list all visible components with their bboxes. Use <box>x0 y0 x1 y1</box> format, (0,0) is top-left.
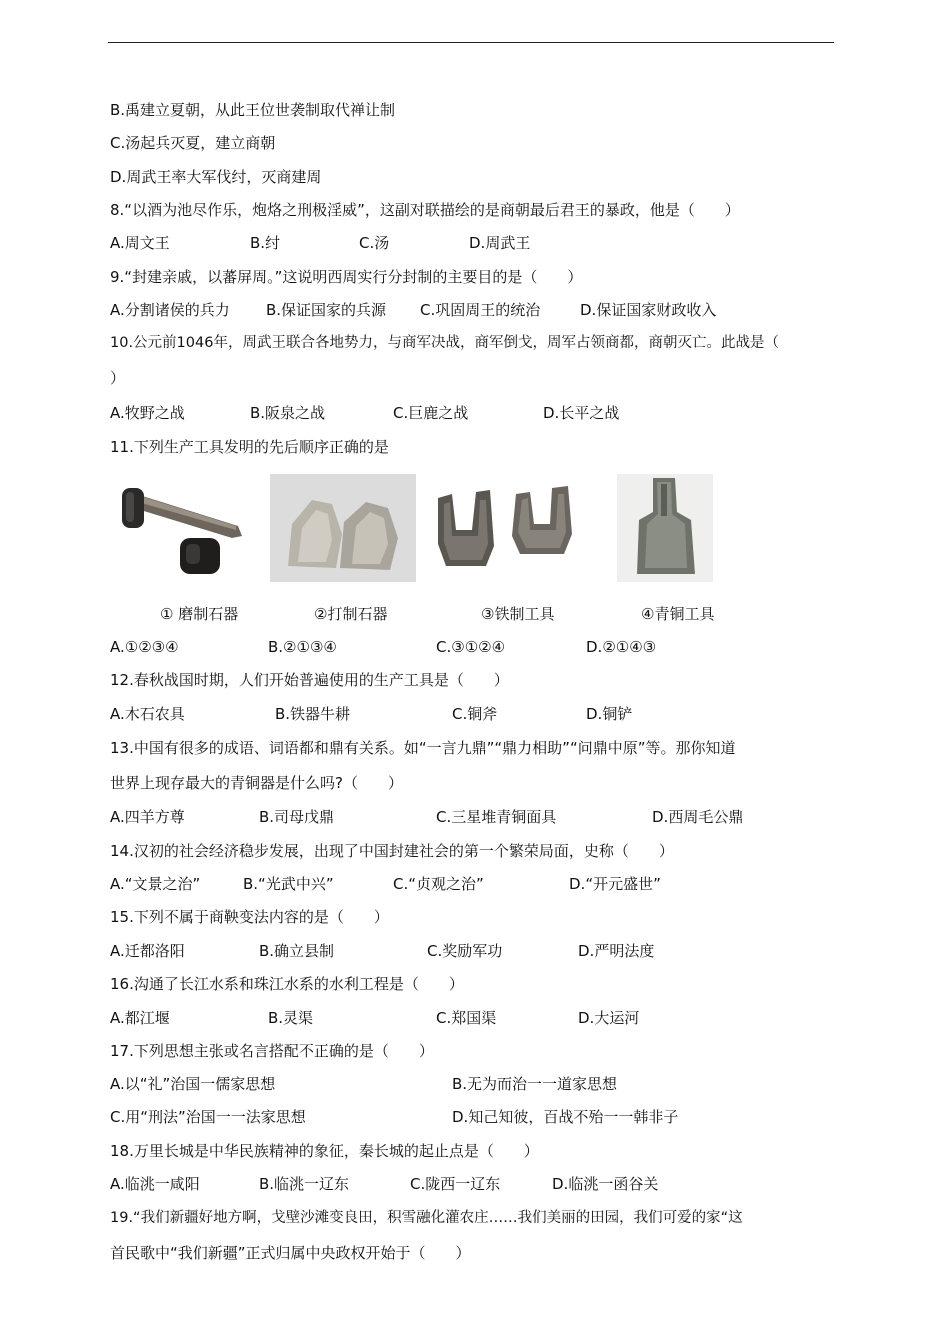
question-10-cont: ） <box>110 369 126 387</box>
q17-option-d: D.知己知彼，百战不殆一一韩非子 <box>452 1108 679 1126</box>
header-rule <box>108 42 834 43</box>
q11-option-c: C.③①②④ <box>436 638 506 656</box>
q10-option-c: C.巨鹿之战 <box>393 404 469 422</box>
question-19: 19.“我们新疆好地方啊，戈壁沙滩变良田，积雪融化灌农庄……我们美丽的田园，我们可爱的家“这 <box>110 1210 743 1226</box>
q13-option-c: C.三星堆青铜面具 <box>436 808 557 826</box>
polished-stone-tool-image <box>112 474 252 582</box>
iron-tool-image <box>432 474 594 582</box>
q18-option-a: A.临洮一咸阳 <box>110 1175 200 1193</box>
q14-option-b: B.“光武中兴” <box>243 875 334 893</box>
q16-option-c: C.郑国渠 <box>436 1009 497 1027</box>
q13-option-d: D.西周毛公鼎 <box>652 808 744 826</box>
q15-option-a: A.迁都洛阳 <box>110 942 185 960</box>
q16-option-d: D.大运河 <box>578 1009 640 1027</box>
q15-option-d: D.严明法度 <box>578 942 655 960</box>
q14-option-d: D.“开元盛世” <box>569 875 661 893</box>
question-9: 9.“封建亲戚，以蕃屏周。”这说明西周实行分封制的主要目的是（ ） <box>110 268 583 286</box>
question-15: 15.下列不属于商鞅变法内容的是（ ） <box>110 908 389 926</box>
option-7b: B.禹建立夏朝，从此王位世袭制取代禅让制 <box>110 101 396 119</box>
q15-option-b: B.确立县制 <box>259 942 335 960</box>
question-10: 10.公元前1046年，周武王联合各地势力，与商军决战，商军倒戈，周军占领商都，商朝灭亡。此战是（ <box>110 335 779 351</box>
q12-option-c: C.铜斧 <box>452 705 498 723</box>
caption-chipped-stone: ②打制石器 <box>314 605 388 623</box>
q10-option-a: A.牧野之战 <box>110 404 185 422</box>
q9-option-b: B.保证国家的兵源 <box>266 301 387 319</box>
q18-option-d: D.临洮一函谷关 <box>552 1175 659 1193</box>
q14-option-c: C.“贞观之治” <box>393 875 484 893</box>
question-8: 8.“以酒为池尽作乐，炮烙之刑极淫威”，这副对联描绘的是商朝最后君王的暴政，他是（ ） <box>110 201 740 219</box>
q18-option-b: B.临洮一辽东 <box>259 1175 350 1193</box>
q17-option-c: C.用“刑法”治国一一法家思想 <box>110 1108 306 1126</box>
q17-option-a: A.以“礼”治国一儒家思想 <box>110 1075 276 1093</box>
question-18: 18.万里长城是中华民族精神的象征，秦长城的起止点是（ ） <box>110 1142 539 1160</box>
q8-option-a: A.周文王 <box>110 234 170 252</box>
caption-polished-stone: ① 磨制石器 <box>160 605 239 623</box>
q11-option-b: B.②①③④ <box>268 638 337 656</box>
q13-option-a: A.四羊方尊 <box>110 808 185 826</box>
q12-option-d: D.铜铲 <box>586 705 633 723</box>
question-19-cont: 首民歌中“我们新疆”正式归属中央政权开始于（ ） <box>110 1244 471 1262</box>
q8-option-b: B.纣 <box>250 234 281 252</box>
chipped-stone-tool-image <box>270 474 416 582</box>
q11-option-d: D.②①④③ <box>586 638 657 656</box>
option-7c: C.汤起兵灭夏，建立商朝 <box>110 134 276 152</box>
caption-iron-tools: ③铁制工具 <box>481 605 555 623</box>
q9-option-c: C.巩固周王的统治 <box>420 301 541 319</box>
q10-option-d: D.长平之战 <box>543 404 620 422</box>
q14-option-a: A.“文景之治” <box>110 875 201 893</box>
question-13-cont: 世界上现存最大的青铜器是什么吗?（ ） <box>110 774 403 792</box>
q8-option-d: D.周武王 <box>469 234 531 252</box>
q18-option-c: C.陇西一辽东 <box>410 1175 501 1193</box>
question-17: 17.下列思想主张或名言搭配不正确的是（ ） <box>110 1042 434 1060</box>
q10-option-b: B.阪泉之战 <box>250 404 326 422</box>
question-14: 14.汉初的社会经济稳步发展，出现了中国封建社会的第一个繁荣局面，史称（ ） <box>110 842 674 860</box>
q9-option-a: A.分割诸侯的兵力 <box>110 301 230 319</box>
q12-option-b: B.铁器牛耕 <box>275 705 351 723</box>
caption-bronze-tools: ④青铜工具 <box>641 605 715 623</box>
q16-option-b: B.灵渠 <box>268 1009 314 1027</box>
q8-option-c: C.汤 <box>359 234 390 252</box>
q16-option-a: A.都江堰 <box>110 1009 170 1027</box>
q11-option-a: A.①②③④ <box>110 638 179 656</box>
q9-option-d: D.保证国家财政收入 <box>580 301 717 319</box>
option-7d: D.周武王率大军伐纣，灭商建周 <box>110 168 322 186</box>
question-16: 16.沟通了长江水系和珠江水系的水利工程是（ ） <box>110 975 464 993</box>
bronze-tool-image <box>617 474 713 582</box>
question-11: 11.下列生产工具发明的先后顺序正确的是 <box>110 438 389 456</box>
q12-option-a: A.木石农具 <box>110 705 185 723</box>
question-12: 12.春秋战国时期，人们开始普遍使用的生产工具是（ ） <box>110 671 509 689</box>
question-13: 13.中国有很多的成语、词语都和鼎有关系。如“一言九鼎”“鼎力相助”“问鼎中原”等。那你知道 <box>110 739 736 757</box>
q15-option-c: C.奖励军功 <box>427 942 503 960</box>
q17-option-b: B.无为而治一一道家思想 <box>452 1075 618 1093</box>
q13-option-b: B.司母戊鼎 <box>259 808 335 826</box>
